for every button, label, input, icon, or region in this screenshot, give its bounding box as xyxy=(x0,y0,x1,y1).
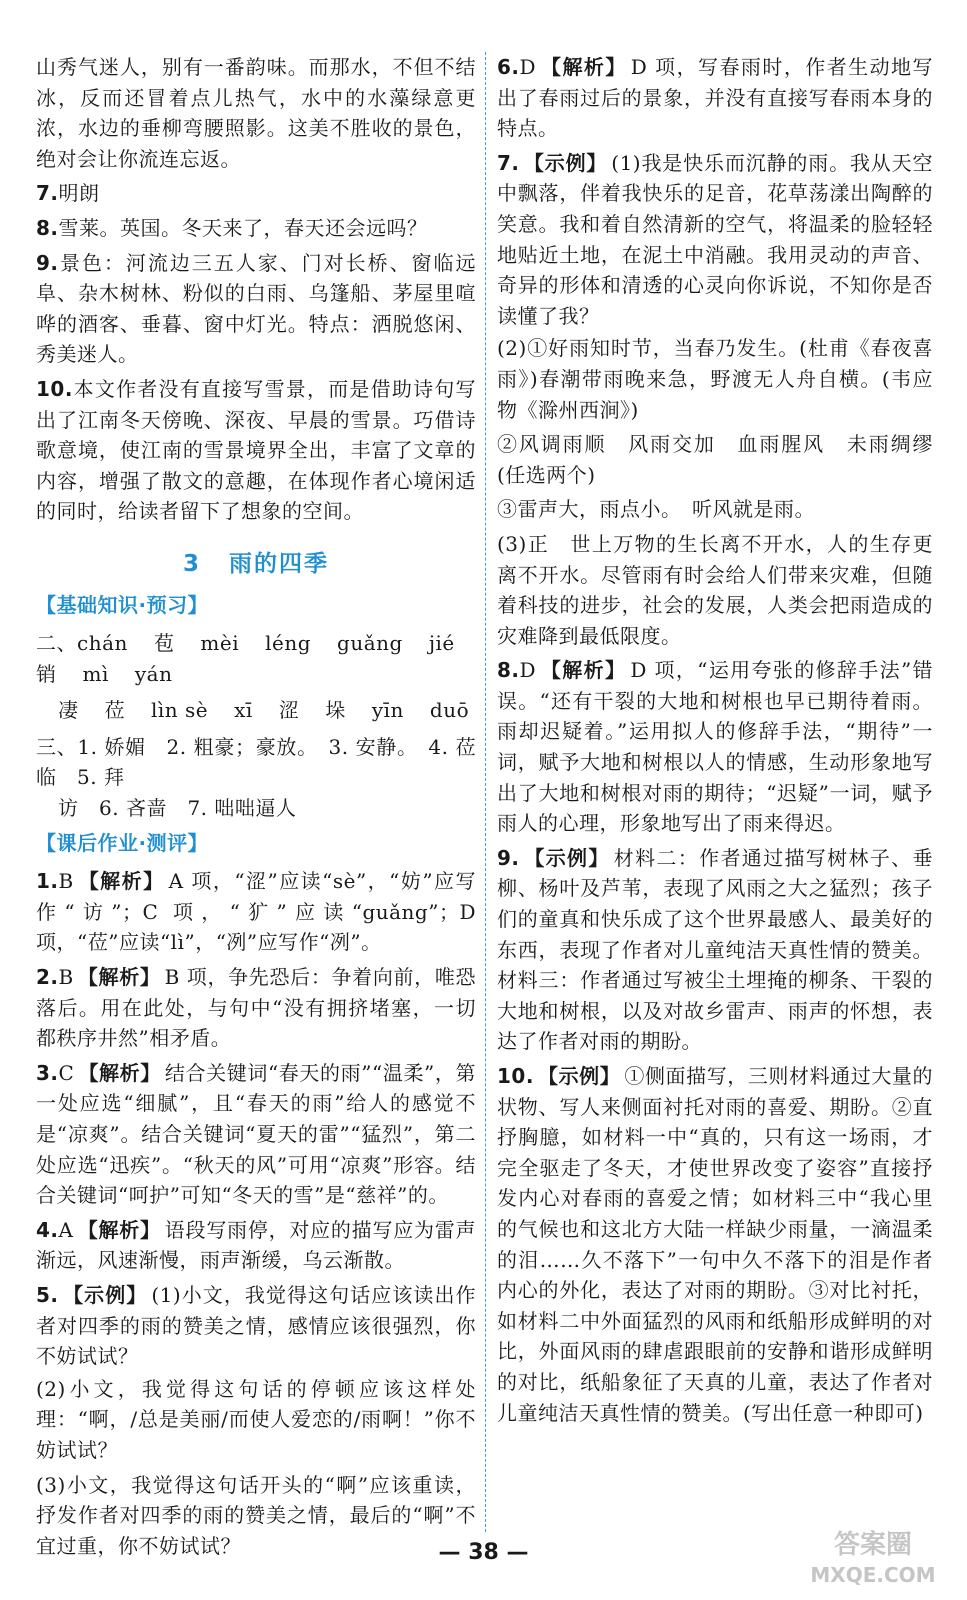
hw-answer-10: 10. 【示例】 ①侧面描写，三则材料通过大量的状物、写人来侧面衬托对雨的喜爱、期盼。②直抒胸臆，如材料一中“真的，只有这一场雨，才完全驱走了冬天，才使世界改变了姿容”直接抒发内心对春雨的喜爱之情；如材料三中“我心里的气候也和这北方大陆一样缺少雨量，一滴温柔的泪……久不落下”一句中久不落下的泪是作者内心的外化，表达了对雨的期盼。③对比衬托，如材料二中外面猛烈的风雨和纸船形成鲜明的对比，外面风雨的肆虐跟眼前的安静和谐形成鲜明的对比，纸船象征了天真的儿童，表达了作者对儿童纯洁天真性情的赞美。(写出任意一种即可) xyxy=(497,1064,934,1425)
answer-7: 7.明朗 xyxy=(36,181,100,206)
hw-answer-2: 2.B 【解析】 B 项，争先恐后：争着向前，唯恐落后。用在此处，与句中“没有拥挤堵塞，一切都秩序井然”相矛盾。 xyxy=(36,965,477,1051)
right-column xyxy=(497,52,933,1432)
lesson-title: 3 雨的四季 xyxy=(182,550,329,577)
hw-answer-7-part: ③雷声大，雨点小。 听风就是雨。 xyxy=(497,497,815,522)
section-three-answers: 访 6. 吝啬 7. 咄咄逼人 xyxy=(58,796,297,821)
hw-answer-7-part: (3)正 世上万物的生长离不开水，人的生存更离不开水。尽管雨有时会给人们带来灾难，但随着科技的进步，社会的发展，人类会把雨造成的灾难降到最低限度。 xyxy=(497,531,933,648)
pinyin-row: 凄 莅 lìn sè xī 涩 垛 yīn duō xyxy=(58,698,470,723)
answer-8: 8.雪莱。英国。冬天来了，春天还会远吗？ xyxy=(36,215,428,240)
answer-9: 9.景色：河流边三五人家、门对长桥、窗临远阜、杂木树林、粉似的白雨、乌篷船、茅屋里喧哗的酒客、垂暮、窗中灯光。特点：洒脱悠闲、秀美迷人。 xyxy=(36,250,476,367)
hw-answer-8: 8.D 【解析】 D 项，“运用夸张的修辞手法”错误。“还有干裂的大地和树根也早已期待着雨。雨却迟疑着。”运用拟人的修辞手法，“期待”一词，赋予大地和树根以人的情感，生动形象地写出了大地和树根对雨的期待；“迟疑”一词，赋予雨人的心理，形象地写出了雨来得迟。 xyxy=(497,658,934,836)
hw-answer-4: 4.A 【解析】 语段写雨停，对应的描写应为雷声渐远，风速渐慢，雨声渐缓，乌云渐散。 xyxy=(36,1217,477,1273)
hw-answer-7-part: ②风调雨顺 风雨交加 血雨腥风 未雨绸缪(任选两个) xyxy=(497,432,933,487)
page-number: — 38 — xyxy=(438,1540,529,1565)
pinyin-row: 二、chán 苞 mèi léng guǎng jié 销 mì yán xyxy=(36,631,455,686)
hw-answer-6: 6.D 【解析】 D 项，写春雨时，作者生动地写出了春雨过后的景象，并没有直接写春雨本身的特点。 xyxy=(497,55,933,141)
left-column xyxy=(36,52,476,1565)
hw-answer-7-part: (2)①好雨知时节，当春乃发生。(杜甫《春夜喜雨》)春潮带雨晚来急，野渡无人舟自横。(韦应物《滁州西涧》) xyxy=(497,336,933,422)
section-heading-homework: 【课后作业·测评】 xyxy=(36,830,209,855)
continued-answer: 山秀气迷人，别有一番韵味。而那水，不但不结冰，反而还冒着点儿热气，水中的水藻绿意更浓，水边的垂柳弯腰照影。这美不胜收的景色，绝对会让你流连忘返。 xyxy=(36,55,476,171)
column-divider xyxy=(485,52,486,1532)
section-heading-preview: 【基础知识·预习】 xyxy=(36,592,209,617)
hw-answer-7: 7. 【示例】 (1)我是快乐而沉静的雨。我从天空中飘落，伴着我快乐的足音，花草荡漾出陶醉的笑意。我和着自然清新的空气，将温柔的脸轻轻地贴近土地，在泥土中消融。我用灵动的声音、奇异的形体和清透的心灵向你诉说，不知你是否读懂了我？ xyxy=(497,150,933,328)
hw-answer-5: 5. 【示例】 (1)小文，我觉得这句话应该读出作者对四季的雨的赞美之情，感情应该很强烈，你不妨试试？ xyxy=(36,1282,476,1369)
answer-10: 10.本文作者没有直接写雪景，而是借助诗句写出了江南冬天傍晚、深夜、早晨的雪景。巧借诗歌意境，使江南的雪景境界全出，丰富了文章的内容，增强了散文的意趣，在体现作者心境闲适的同时，给读者留下了想象的空间。 xyxy=(36,376,476,524)
watermark-logo: 答案圈 MXQE.COM xyxy=(810,1530,936,1587)
hw-answer-3: 3.C 【解析】 结合关键词“春天的雨”“温柔”，第一处应选“细腻”，且“春天的雨”给人的感觉不是“凉爽”。结合关键词“夏天的雷”“猛烈”，第二处应选“迅疾”。“秋天的风”可用“凉爽”形容。结合关键词“呵护”可知“冬天的雪”是“慈祥”的。 xyxy=(36,1060,477,1208)
hw-answer-9: 9. 【示例】 材料二：作者通过描写树林子、垂柳、杨叶及芦苇，表现了风雨之大之猛烈；孩子们的童真和快乐成了这个世界最感人、最美好的东西，表现了作者对儿童纯洁天真性情的赞美。材料三：作者通过写被尘土埋掩的柳条、干裂的大地和树根，以及对故乡雷声、雨声的怀想，表达了作者对雨的期盼。 xyxy=(497,845,934,1054)
hw-answer-5-part: (3)小文，我觉得这句话开头的“啊”应该重读，抒发作者对四季的雨的赞美之情，最后的“啊”不宜过重，你不妨试试？ xyxy=(36,1472,476,1558)
section-three-answers: 三、1. 娇媚 2. 粗豪；豪放。 3. 安静。 4. 莅临 5. 拜 xyxy=(36,734,476,790)
hw-answer-5-part: (2)小文，我觉得这句话的停顿应该这样处理：“啊，/总是美丽/而使人爱恋的/雨啊！”你不妨试试？ xyxy=(36,1376,476,1462)
hw-answer-1: 1.B 【解析】 A 项，“涩”应读“sè”，“妨”应写作“访”；C 项，“犷”应读“guǎng”；D 项，“莅”应读“lì”，“冽”应写作“冽”。 xyxy=(36,869,477,955)
